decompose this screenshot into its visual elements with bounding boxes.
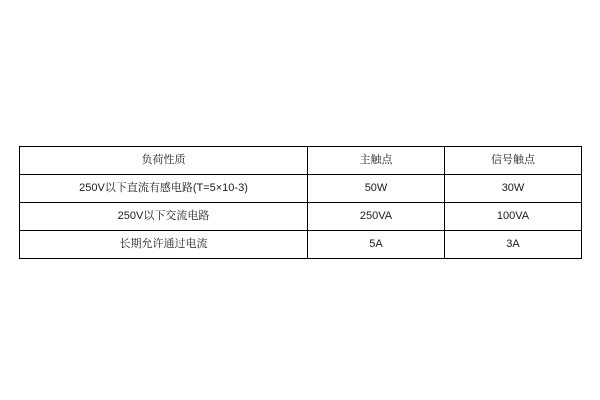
table-row: [20, 203, 582, 231]
table-header-row: [20, 147, 582, 175]
cell-signal-contact: 30W: [445, 175, 582, 203]
cell-main-contact: 5A: [308, 231, 445, 259]
table-row: [20, 231, 582, 259]
cell-main-contact: 250VA: [308, 203, 445, 231]
column-header-load-nature: 负荷性质: [20, 147, 308, 175]
cell-load-nature: 长期允许通过电流: [20, 231, 308, 259]
table-row: [20, 175, 582, 203]
cell-signal-contact: 100VA: [445, 203, 582, 231]
specification-table: [19, 146, 582, 259]
column-header-main-contact: 主触点: [308, 147, 445, 175]
spec-table-container: [19, 146, 581, 259]
cell-main-contact: 50W: [308, 175, 445, 203]
cell-load-nature: 250V以下交流电路: [20, 203, 308, 231]
column-header-signal-contact: 信号触点: [445, 147, 582, 175]
cell-load-nature: 250V以下直流有感电路(T=5×10-3): [20, 175, 308, 203]
cell-signal-contact: 3A: [445, 231, 582, 259]
